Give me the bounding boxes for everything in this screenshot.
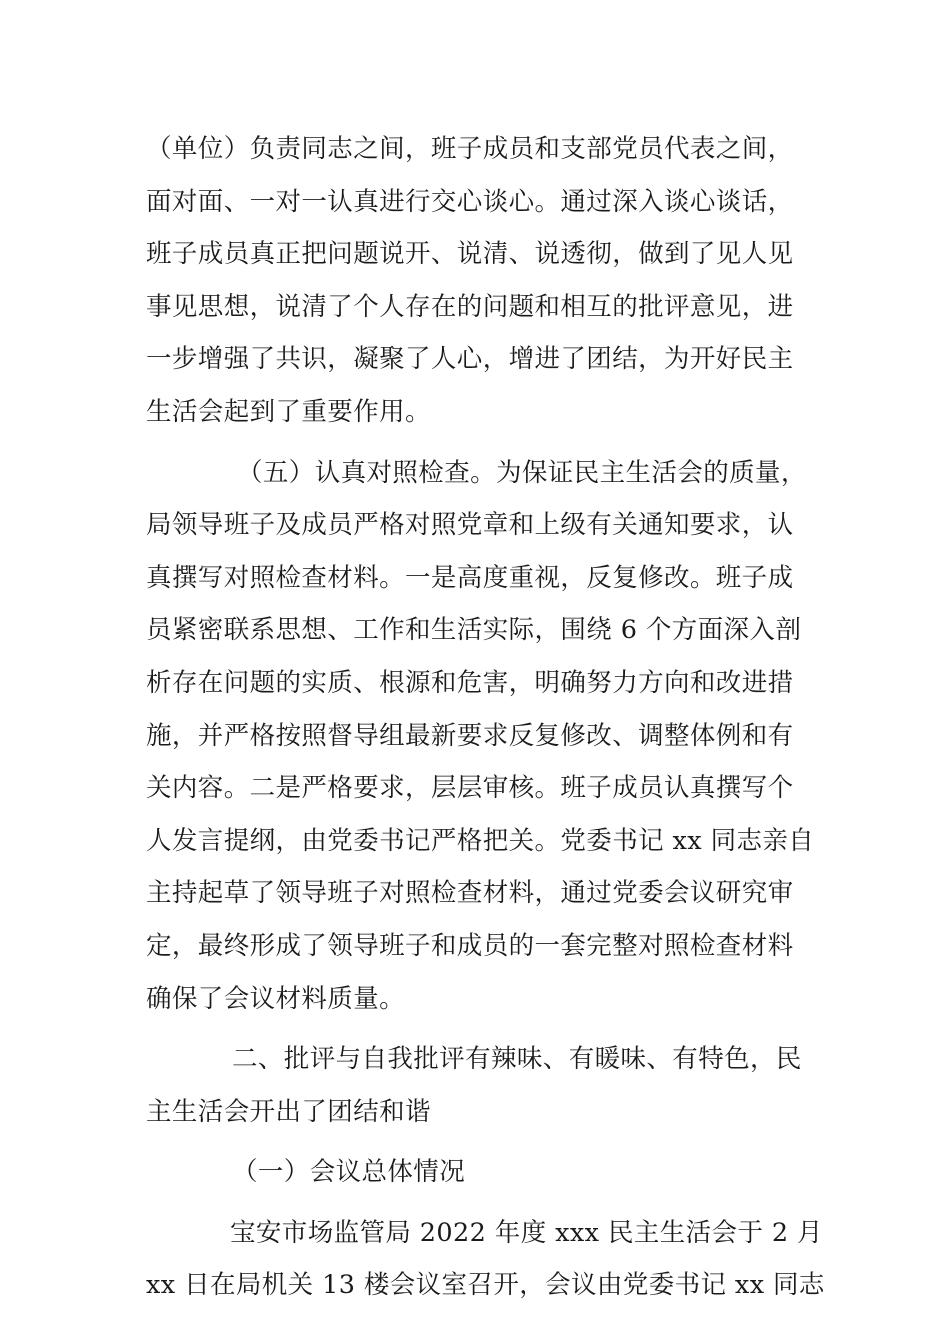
text-line: 宝安市场监管局 2022 年度 xxx 民主生活会于 2 月 [230,1217,823,1248]
text-line: （单位）负责同志之间，班子成员和支部党员代表之间， [146,134,794,164]
text-line: 二、批评与自我批评有辣味、有暖味、有特色，民 [232,1044,802,1075]
text-line: 施，并严格按照督导组最新要求反复修改、调整体例和有 [146,720,794,751]
text-line: 生活会起到了重要作用。 [146,396,431,427]
text-line: 一步增强了共识，凝聚了人心，增进了团结，为开好民主 [146,344,794,375]
paragraph [146,123,806,439]
text-line: （一）会议总体情况 [232,1157,466,1188]
text-line: 定，最终形成了领导班子和成员的一套完整对照检查材料 [146,930,794,961]
paragraph [146,447,815,1026]
text-line: 主生活会开出了团结和谐 [146,1096,431,1127]
text-line: 事见思想，说清了个人存在的问题和相互的批评意见，进 [146,291,794,322]
text-line: 员紧密联系思想、工作和生活实际，围绕 6 个方面深入剖 [146,615,802,646]
text-line: xx 日在局机关 13 楼会议室召开，会议由党委书记 xx 同志 [146,1270,825,1301]
text-line: 关内容。二是严格要求，层层审核。班子成员认真撰写个 [146,773,794,804]
text-line: 确保了会议材料质量。 [146,983,406,1014]
text-line: 人发言提纲，由党委书记严格把关。党委书记 xx 同志亲自 [146,825,815,856]
paragraph [146,1207,825,1312]
text-line: 局领导班子及成员严格对照党章和上级有关通知要求，认 [146,510,794,541]
document-body [146,123,825,1312]
text-line: 真撰写对照检查材料。一是高度重视，反复修改。班子成 [146,562,794,593]
text-line: 析存在问题的实质、根源和危害，明确努力方向和改进措 [146,667,794,698]
text-line: 班子成员真正把问题说开、说清、说透彻，做到了见人见 [146,239,794,270]
text-line: 主持起草了领导班子对照检查材料，通过党委会议研究审 [146,878,794,909]
subsection-heading [146,1146,806,1199]
text-line: （五）认真对照检查。为保证民主生活会的质量， [237,457,807,488]
text-line: 面对面、一对一认真进行交心谈心。通过深入谈心谈话， [146,186,794,217]
section-heading [146,1033,806,1138]
